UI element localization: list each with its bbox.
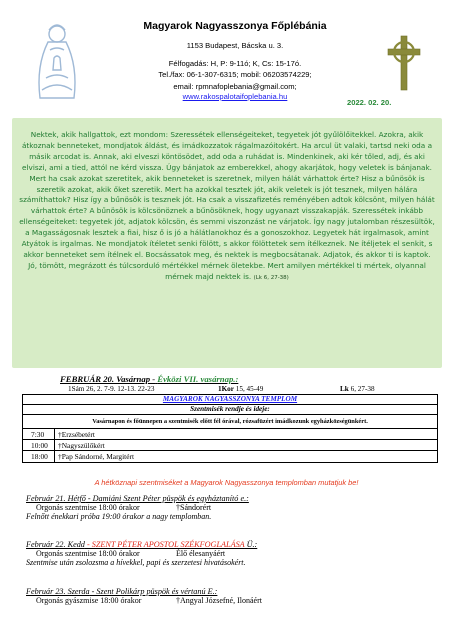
phone-numbers: Tel./fax: 06-1-307-6315; mobil: 06203574229; <box>158 70 312 79</box>
day-tuesday <box>26 540 257 567</box>
day-monday <box>26 494 249 521</box>
gospel-text <box>12 130 442 284</box>
mass-intention: †Pap Sándorné, Margitért <box>58 452 135 461</box>
day-note: Szentmise után zsolozsma a hívekkel, papi és szerzetesi hivatásokért. <box>26 558 246 567</box>
day-heading: Február 23. Szerda - Szent Polikárp püspök és vértanú E.: <box>26 587 218 596</box>
office-hours: Félfogadás: H, P: 9-11ó; K, Cs: 15-17ó. <box>168 58 302 68</box>
day-mass: Orgonás gyászmise 18:00 órakor †Angyal Józsefné, Ilonáért <box>36 596 262 605</box>
reading-first: 1Sám 26, 2. 7-9. 12-13. 22-23 <box>68 385 155 393</box>
rosary-note: Vasárnapon és főünnepen a szentmisék előtt fél órával, rózsafüzért imádkozunk egyházközségünkért. <box>23 415 437 429</box>
parish-title: Magyarok Nagyasszonya Főplébánia <box>143 20 327 32</box>
gospel-body: Nektek, akik hallgattok, ezt mondom: Szeressétek ellenségeiteket, tegyetek jót gyűlölőitekkel. Azokra, akik átkoznak benneteket, mondjatok áldást, és imádkozzatok rágalmazóitokért. Ha arcul üt valaki, tartsd neki oda a másik arcodat is. Annak, aki elveszi köntösödet, add oda a ruhádat is. Mindenkinek, aki kér tőled, adj, és aki elviszi, ami a tied, attól ne kérd vissza. Úgy bánjatok az emberekkel, ahogy akarjátok, hogy veletek is bánjanak. Mert ha csak azokat szeretitek, akik benneteket is szeretnek, milyen hálát várhattok érte? Hisz a bűnösök is szeretik azokat, akik őket szeretik. Mert ha azokkal tesztek jót, akik veletek is jót tesznek, milyen hálára számíthattok? Hisz így a bűnösök is tesznek jót. Ha csak a visszafizetés reményében adtok kölcsönt, milyen hálát várhattok érte? A bűnösök is kölcsönöznek a bűnösöknek, hogy ugyanazt visszakapják. Szeressétek inkább ellenségeiteket: tegyetek jót, adjatok kölcsön, és semmi viszonzást ne várjatok. Így nagy jutalomban részesültök, a Magasságosnak lesztek a fiai, hisz ő is jó a hálátlanokhoz és a gonoszokhoz. Legyetek hát irgalmasok, amint Atyátok is irgalmas. Ne mondjatok ítéletet senki fölött, s akkor fölöttetek sem ítélkeznek. Ne ítéljetek el senkit, s akkor benneteket sem ítélnek el. Bocsássatok meg, és nektek is megbocsátanak. Adjatok, és akkor ti is kaptok. Jó, tömött, megrázott és túlcsorduló mértékkel mérnek öletekbe. Mert amilyen mértékkel ti mértek, olyannal mérnek majd nektek is. <box>19 130 435 281</box>
day-note: Felnőtt énekkari próba 19:00 órakor a nagy templomban. <box>26 512 212 521</box>
bulletin-date: 2022. 02. 20. <box>347 98 392 107</box>
website-link[interactable]: www.rakospalotaifoplebania.hu <box>182 92 288 101</box>
reading-gospel: Lk 6, 27-38 <box>340 385 375 393</box>
madonna-logo-icon <box>28 20 86 102</box>
mass-time: 10:00 <box>23 440 55 450</box>
mass-intention: †Erzsébetért <box>58 430 95 439</box>
sunday-heading <box>60 374 238 384</box>
mass-time: 7:30 <box>23 429 55 439</box>
weekday-mass-note: A hétköznapi szentmiséket a Magyarok Nagyasszonya templomban mutatjuk be! <box>94 478 359 487</box>
church-name: MAGYAROK NAGYASSZONYA TEMPLOM <box>23 395 437 405</box>
mass-row <box>23 451 437 462</box>
celtic-cross-icon <box>384 34 424 92</box>
mass-time: 18:00 <box>23 451 55 462</box>
day-wednesday <box>26 587 262 605</box>
sunday-mass-schedule <box>22 394 438 463</box>
day-heading: Február 22. Kedd - SZENT PÉTER APOSTOL SZÉKFOGLALÁSA Ü.: <box>26 540 258 549</box>
gospel-reference: (Lk 6, 27-38) <box>253 274 289 281</box>
day-heading: Február 21. Hétfő - Damiáni Szent Péter püspök és egyháztanító e.: <box>26 494 249 503</box>
parish-address: 1153 Budapest, Bácska u. 3. <box>186 41 284 50</box>
day-mass: Orgonás szentmise 18:00 órakor †Sándorért <box>36 503 212 512</box>
reading-second: 1Kor 15, 45-49 <box>218 385 264 393</box>
mass-row <box>23 440 437 451</box>
sunday-subheading: Évközi VII. vasárnap.: <box>157 374 239 384</box>
mass-intention: †Nagyszülőkért <box>58 441 105 450</box>
gospel-box <box>12 118 442 368</box>
sunday-date: FEBRUÁR 20. Vasárnap - <box>60 374 156 384</box>
email-address: email: rpmnafoplebania@gmail.com; <box>173 81 297 91</box>
parish-header <box>90 8 380 101</box>
mass-row <box>23 429 437 440</box>
mass-order-heading: Szentmisék rendje és ideje: <box>23 405 437 415</box>
day-mass: Orgonás szentmise 18:00 órakor Élő élesanyáért <box>36 549 226 558</box>
